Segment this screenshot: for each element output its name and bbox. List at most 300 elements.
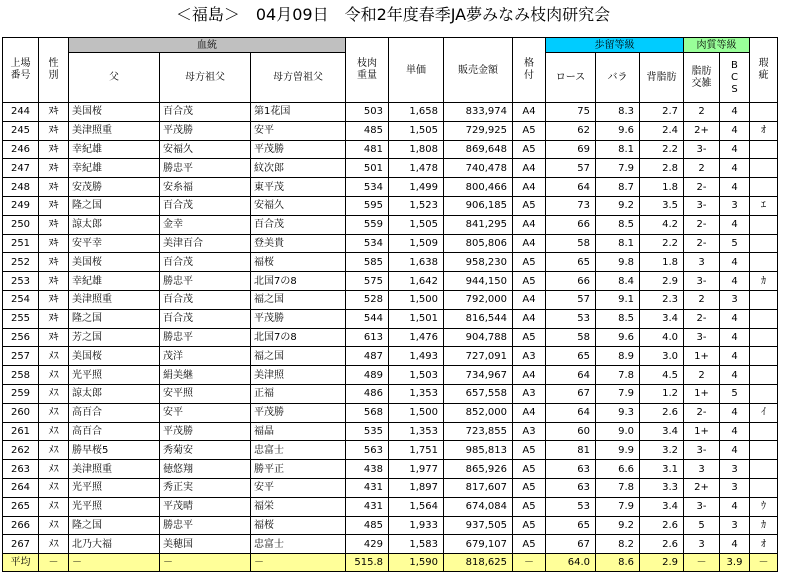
cell-sales-amount: 723,855 bbox=[444, 422, 513, 441]
cell-father: 隆之国 bbox=[69, 516, 160, 535]
cell-grade: A5 bbox=[513, 196, 546, 215]
cell-unit-price: 1,658 bbox=[389, 103, 444, 122]
table-row bbox=[3, 516, 778, 535]
cell-defect bbox=[750, 328, 778, 347]
cell-grade: A3 bbox=[513, 422, 546, 441]
cell-back-fat: 2.9 bbox=[640, 272, 684, 291]
cell-maternal-grandfather: 勝忠平 bbox=[160, 272, 251, 291]
cell-maternal-grandfather: 百合茂 bbox=[160, 196, 251, 215]
cell-carcass-weight: 431 bbox=[346, 497, 389, 516]
cell-bara: 8.5 bbox=[596, 309, 640, 328]
cell-lot-number: 245 bbox=[3, 121, 39, 140]
cell-sex: ﾒｽ bbox=[39, 478, 69, 497]
cell-grade: A5 bbox=[513, 460, 546, 479]
cell-unit-price: 1,476 bbox=[389, 328, 444, 347]
cell-grade: A4 bbox=[513, 403, 546, 422]
cell-father: 諒太郎 bbox=[69, 384, 160, 403]
cell-marbling: 3- bbox=[684, 441, 720, 460]
cell-unit-price: 1,751 bbox=[389, 441, 444, 460]
cell-defect bbox=[750, 309, 778, 328]
cell-bara: 7.8 bbox=[596, 366, 640, 385]
cell-father: 光平照 bbox=[69, 366, 160, 385]
cell-maternal-grandfather: 勝忠平 bbox=[160, 516, 251, 535]
average-loin: 64.0 bbox=[546, 554, 596, 572]
cell-bara: 9.8 bbox=[596, 253, 640, 272]
cell-defect: ｶ bbox=[750, 272, 778, 291]
cell-maternal-great-grandfather: 福桜 bbox=[251, 516, 346, 535]
cell-back-fat: 3.0 bbox=[640, 347, 684, 366]
average-row bbox=[3, 554, 778, 572]
cell-marbling: 2 bbox=[684, 103, 720, 122]
cell-unit-price: 1,499 bbox=[389, 178, 444, 197]
cell-grade: A5 bbox=[513, 272, 546, 291]
cell-bcs: 4 bbox=[720, 103, 750, 122]
cell-maternal-great-grandfather: 忠富士 bbox=[251, 535, 346, 554]
cell-carcass-weight: 585 bbox=[346, 253, 389, 272]
table-header bbox=[3, 38, 778, 103]
cell-grade: A4 bbox=[513, 290, 546, 309]
cell-bcs: 3 bbox=[720, 290, 750, 309]
cell-lot-number: 257 bbox=[3, 347, 39, 366]
table-row bbox=[3, 403, 778, 422]
cell-carcass-weight: 485 bbox=[346, 121, 389, 140]
cell-defect bbox=[750, 366, 778, 385]
cell-sales-amount: 729,925 bbox=[444, 121, 513, 140]
cell-marbling: 2 bbox=[684, 290, 720, 309]
cell-bara: 9.1 bbox=[596, 290, 640, 309]
cell-unit-price: 1,933 bbox=[389, 516, 444, 535]
header-bcs: B C S bbox=[720, 53, 750, 103]
cell-back-fat: 4.2 bbox=[640, 215, 684, 234]
cell-unit-price: 1,505 bbox=[389, 215, 444, 234]
cell-bara: 9.6 bbox=[596, 121, 640, 140]
cell-defect bbox=[750, 234, 778, 253]
cell-carcass-weight: 568 bbox=[346, 403, 389, 422]
cell-carcass-weight: 595 bbox=[346, 196, 389, 215]
cell-back-fat: 2.8 bbox=[640, 159, 684, 178]
cell-carcass-weight: 563 bbox=[346, 441, 389, 460]
cell-marbling: 3 bbox=[684, 460, 720, 479]
cell-maternal-great-grandfather: 美津照 bbox=[251, 366, 346, 385]
table-row bbox=[3, 478, 778, 497]
cell-loin: 53 bbox=[546, 309, 596, 328]
cell-sales-amount: 679,107 bbox=[444, 535, 513, 554]
header-yield-grade-group: 歩留等級 bbox=[546, 38, 684, 53]
cell-sales-amount: 852,000 bbox=[444, 403, 513, 422]
cell-maternal-great-grandfather: 平茂勝 bbox=[251, 140, 346, 159]
cell-loin: 75 bbox=[546, 103, 596, 122]
header-father: 父 bbox=[69, 53, 160, 103]
header-pedigree-group: 血統 bbox=[69, 38, 346, 53]
cell-loin: 65 bbox=[546, 253, 596, 272]
cell-sales-amount: 792,000 bbox=[444, 290, 513, 309]
cell-grade: A4 bbox=[513, 159, 546, 178]
cell-grade: A5 bbox=[513, 140, 546, 159]
cell-sex: ﾇｷ bbox=[39, 103, 69, 122]
cell-sex: ﾇｷ bbox=[39, 272, 69, 291]
average-label: 平均 bbox=[3, 554, 39, 572]
cell-bcs: 4 bbox=[720, 215, 750, 234]
cell-back-fat: 3.1 bbox=[640, 460, 684, 479]
cell-grade: A5 bbox=[513, 535, 546, 554]
cell-defect bbox=[750, 103, 778, 122]
cell-sex: ﾇｷ bbox=[39, 121, 69, 140]
header-unit-price: 単価 bbox=[389, 38, 444, 103]
cell-grade: A3 bbox=[513, 384, 546, 403]
header-grade: 格 付 bbox=[513, 38, 546, 103]
cell-carcass-weight: 534 bbox=[346, 178, 389, 197]
cell-grade: A4 bbox=[513, 366, 546, 385]
cell-lot-number: 244 bbox=[3, 103, 39, 122]
cell-back-fat: 3.4 bbox=[640, 309, 684, 328]
cell-sex: ﾒｽ bbox=[39, 516, 69, 535]
cell-back-fat: 2.3 bbox=[640, 290, 684, 309]
cell-sales-amount: 865,926 bbox=[444, 460, 513, 479]
cell-lot-number: 253 bbox=[3, 272, 39, 291]
cell-maternal-great-grandfather: 勝平正 bbox=[251, 460, 346, 479]
cell-sex: ﾒｽ bbox=[39, 384, 69, 403]
cell-carcass-weight: 613 bbox=[346, 328, 389, 347]
cell-father: 美津照重 bbox=[69, 460, 160, 479]
cell-bara: 8.1 bbox=[596, 140, 640, 159]
cell-marbling: 3- bbox=[684, 140, 720, 159]
header-bara: バラ bbox=[596, 53, 640, 103]
cell-defect bbox=[750, 384, 778, 403]
cell-defect bbox=[750, 159, 778, 178]
cell-maternal-great-grandfather: 平茂勝 bbox=[251, 403, 346, 422]
cell-lot-number: 259 bbox=[3, 384, 39, 403]
cell-maternal-great-grandfather: 福桜 bbox=[251, 253, 346, 272]
cell-marbling: 2 bbox=[684, 366, 720, 385]
cell-maternal-great-grandfather: 福之国 bbox=[251, 347, 346, 366]
cell-sex: ﾇｷ bbox=[39, 196, 69, 215]
cell-sales-amount: 833,974 bbox=[444, 103, 513, 122]
table-row bbox=[3, 272, 778, 291]
cell-defect bbox=[750, 441, 778, 460]
cell-carcass-weight: 544 bbox=[346, 309, 389, 328]
cell-loin: 66 bbox=[546, 272, 596, 291]
cell-marbling: 2+ bbox=[684, 478, 720, 497]
cell-lot-number: 251 bbox=[3, 234, 39, 253]
cell-carcass-weight: 534 bbox=[346, 234, 389, 253]
cell-maternal-grandfather: 百合茂 bbox=[160, 253, 251, 272]
cell-unit-price: 1,478 bbox=[389, 159, 444, 178]
cell-loin: 53 bbox=[546, 497, 596, 516]
cell-maternal-grandfather: 金幸 bbox=[160, 215, 251, 234]
cell-grade: A4 bbox=[513, 103, 546, 122]
table-row bbox=[3, 290, 778, 309]
cell-grade: A5 bbox=[513, 328, 546, 347]
cell-marbling: 1+ bbox=[684, 384, 720, 403]
table-row bbox=[3, 328, 778, 347]
cell-marbling: 1+ bbox=[684, 422, 720, 441]
cell-back-fat: 3.4 bbox=[640, 422, 684, 441]
cell-maternal-grandfather: 秀菊安 bbox=[160, 441, 251, 460]
cell-defect bbox=[750, 253, 778, 272]
cell-maternal-great-grandfather: 福晶 bbox=[251, 422, 346, 441]
header-lot-number: 上場 番号 bbox=[3, 38, 39, 103]
cell-bcs: 4 bbox=[720, 328, 750, 347]
cell-maternal-great-grandfather: 第1花国 bbox=[251, 103, 346, 122]
cell-bara: 9.6 bbox=[596, 328, 640, 347]
cell-loin: 65 bbox=[546, 516, 596, 535]
cell-maternal-grandfather: 絹美継 bbox=[160, 366, 251, 385]
cell-loin: 65 bbox=[546, 347, 596, 366]
cell-lot-number: 260 bbox=[3, 403, 39, 422]
cell-loin: 64 bbox=[546, 403, 596, 422]
cell-loin: 81 bbox=[546, 441, 596, 460]
cell-carcass-weight: 487 bbox=[346, 347, 389, 366]
cell-grade: A5 bbox=[513, 441, 546, 460]
cell-father: 諒太郎 bbox=[69, 215, 160, 234]
cell-bara: 7.9 bbox=[596, 497, 640, 516]
average-father: － bbox=[69, 554, 160, 572]
cell-grade: A5 bbox=[513, 516, 546, 535]
cell-sales-amount: 817,607 bbox=[444, 478, 513, 497]
cell-sex: ﾒｽ bbox=[39, 535, 69, 554]
cell-sales-amount: 657,558 bbox=[444, 384, 513, 403]
average-bcs: 3.9 bbox=[720, 554, 750, 572]
cell-father: 幸紀雄 bbox=[69, 159, 160, 178]
average-mggf: － bbox=[251, 554, 346, 572]
carcass-results-table bbox=[2, 37, 778, 572]
cell-unit-price: 1,642 bbox=[389, 272, 444, 291]
table-row bbox=[3, 384, 778, 403]
cell-maternal-grandfather: 安平照 bbox=[160, 384, 251, 403]
cell-marbling: 2- bbox=[684, 403, 720, 422]
cell-sales-amount: 841,295 bbox=[444, 215, 513, 234]
cell-back-fat: 1.8 bbox=[640, 178, 684, 197]
table-row bbox=[3, 309, 778, 328]
cell-sales-amount: 727,091 bbox=[444, 347, 513, 366]
cell-father: 芳之国 bbox=[69, 328, 160, 347]
cell-sales-amount: 906,185 bbox=[444, 196, 513, 215]
table-row bbox=[3, 121, 778, 140]
cell-marbling: 5 bbox=[684, 516, 720, 535]
cell-unit-price: 1,523 bbox=[389, 196, 444, 215]
cell-defect: ｳ bbox=[750, 497, 778, 516]
table-row bbox=[3, 178, 778, 197]
cell-father: 幸紀雄 bbox=[69, 272, 160, 291]
cell-bcs: 4 bbox=[720, 347, 750, 366]
cell-father: 高百合 bbox=[69, 403, 160, 422]
cell-maternal-great-grandfather: 登美貴 bbox=[251, 234, 346, 253]
cell-marbling: 2- bbox=[684, 309, 720, 328]
cell-unit-price: 1,503 bbox=[389, 366, 444, 385]
cell-maternal-grandfather: 百合茂 bbox=[160, 290, 251, 309]
cell-back-fat: 2.6 bbox=[640, 516, 684, 535]
cell-grade: A4 bbox=[513, 215, 546, 234]
cell-defect bbox=[750, 215, 778, 234]
cell-defect bbox=[750, 460, 778, 479]
cell-grade: A5 bbox=[513, 497, 546, 516]
cell-bcs: 3 bbox=[720, 196, 750, 215]
cell-carcass-weight: 438 bbox=[346, 460, 389, 479]
cell-lot-number: 267 bbox=[3, 535, 39, 554]
cell-bcs: 4 bbox=[720, 253, 750, 272]
cell-sex: ﾒｽ bbox=[39, 366, 69, 385]
cell-unit-price: 1,897 bbox=[389, 478, 444, 497]
cell-sales-amount: 869,648 bbox=[444, 140, 513, 159]
average-defect: － bbox=[750, 554, 778, 572]
header-back-fat: 背脂肪 bbox=[640, 53, 684, 103]
cell-father: 美国桜 bbox=[69, 347, 160, 366]
cell-bcs: 3 bbox=[720, 460, 750, 479]
cell-father: 美津照重 bbox=[69, 121, 160, 140]
cell-unit-price: 1,501 bbox=[389, 309, 444, 328]
cell-bara: 9.2 bbox=[596, 196, 640, 215]
cell-bcs: 4 bbox=[720, 140, 750, 159]
cell-back-fat: 1.2 bbox=[640, 384, 684, 403]
table-row bbox=[3, 159, 778, 178]
cell-lot-number: 258 bbox=[3, 366, 39, 385]
cell-lot-number: 264 bbox=[3, 478, 39, 497]
cell-bara: 7.9 bbox=[596, 159, 640, 178]
cell-defect: ｶ bbox=[750, 516, 778, 535]
cell-grade: A5 bbox=[513, 478, 546, 497]
average-sex: － bbox=[39, 554, 69, 572]
cell-bara: 8.3 bbox=[596, 103, 640, 122]
cell-loin: 57 bbox=[546, 159, 596, 178]
cell-sex: ﾒｽ bbox=[39, 441, 69, 460]
cell-carcass-weight: 431 bbox=[346, 478, 389, 497]
cell-maternal-great-grandfather: 福之国 bbox=[251, 290, 346, 309]
cell-maternal-grandfather: 美穂国 bbox=[160, 535, 251, 554]
cell-unit-price: 1,505 bbox=[389, 121, 444, 140]
cell-marbling: 2- bbox=[684, 215, 720, 234]
cell-father: 高百合 bbox=[69, 422, 160, 441]
cell-bcs: 5 bbox=[720, 384, 750, 403]
cell-unit-price: 1,638 bbox=[389, 253, 444, 272]
cell-unit-price: 1,500 bbox=[389, 290, 444, 309]
cell-carcass-weight: 501 bbox=[346, 159, 389, 178]
cell-lot-number: 256 bbox=[3, 328, 39, 347]
cell-bara: 8.5 bbox=[596, 215, 640, 234]
cell-bara: 9.3 bbox=[596, 403, 640, 422]
cell-bara: 6.6 bbox=[596, 460, 640, 479]
cell-sales-amount: 904,788 bbox=[444, 328, 513, 347]
cell-bara: 9.0 bbox=[596, 422, 640, 441]
table-row bbox=[3, 140, 778, 159]
cell-back-fat: 2.6 bbox=[640, 403, 684, 422]
cell-sex: ﾒｽ bbox=[39, 422, 69, 441]
cell-lot-number: 261 bbox=[3, 422, 39, 441]
cell-loin: 67 bbox=[546, 384, 596, 403]
cell-lot-number: 252 bbox=[3, 253, 39, 272]
cell-lot-number: 249 bbox=[3, 196, 39, 215]
cell-bara: 8.1 bbox=[596, 234, 640, 253]
cell-maternal-grandfather: 勝忠平 bbox=[160, 328, 251, 347]
cell-grade: A5 bbox=[513, 253, 546, 272]
cell-sex: ﾇｷ bbox=[39, 309, 69, 328]
cell-back-fat: 4.5 bbox=[640, 366, 684, 385]
cell-sales-amount: 944,150 bbox=[444, 272, 513, 291]
cell-defect bbox=[750, 178, 778, 197]
cell-back-fat: 3.4 bbox=[640, 497, 684, 516]
cell-sex: ﾇｷ bbox=[39, 328, 69, 347]
cell-grade: A4 bbox=[513, 309, 546, 328]
cell-marbling: 3- bbox=[684, 196, 720, 215]
cell-loin: 73 bbox=[546, 196, 596, 215]
cell-father: 光平照 bbox=[69, 497, 160, 516]
cell-bcs: 4 bbox=[720, 497, 750, 516]
cell-bcs: 4 bbox=[720, 441, 750, 460]
cell-unit-price: 1,500 bbox=[389, 403, 444, 422]
table-row bbox=[3, 497, 778, 516]
cell-maternal-great-grandfather: 安福久 bbox=[251, 196, 346, 215]
cell-unit-price: 1,808 bbox=[389, 140, 444, 159]
cell-sales-amount: 985,813 bbox=[444, 441, 513, 460]
cell-defect bbox=[750, 422, 778, 441]
cell-unit-price: 1,353 bbox=[389, 422, 444, 441]
cell-sex: ﾇｷ bbox=[39, 140, 69, 159]
cell-grade: A3 bbox=[513, 347, 546, 366]
cell-maternal-great-grandfather: 東平茂 bbox=[251, 178, 346, 197]
cell-father: 美津照重 bbox=[69, 290, 160, 309]
cell-maternal-grandfather: 平茂勝 bbox=[160, 422, 251, 441]
cell-maternal-great-grandfather: 忠富士 bbox=[251, 441, 346, 460]
cell-sex: ﾒｽ bbox=[39, 460, 69, 479]
cell-back-fat: 4.0 bbox=[640, 328, 684, 347]
table-row bbox=[3, 234, 778, 253]
cell-loin: 64 bbox=[546, 366, 596, 385]
cell-sex: ﾒｽ bbox=[39, 347, 69, 366]
cell-bara: 7.9 bbox=[596, 384, 640, 403]
cell-loin: 69 bbox=[546, 140, 596, 159]
cell-carcass-weight: 429 bbox=[346, 535, 389, 554]
table-row bbox=[3, 103, 778, 122]
cell-maternal-grandfather: 安福久 bbox=[160, 140, 251, 159]
cell-loin: 58 bbox=[546, 234, 596, 253]
cell-lot-number: 263 bbox=[3, 460, 39, 479]
table-row bbox=[3, 215, 778, 234]
cell-sales-amount: 805,806 bbox=[444, 234, 513, 253]
cell-unit-price: 1,509 bbox=[389, 234, 444, 253]
cell-grade: A4 bbox=[513, 178, 546, 197]
cell-father: 安平幸 bbox=[69, 234, 160, 253]
cell-maternal-grandfather: 美津百合 bbox=[160, 234, 251, 253]
cell-lot-number: 248 bbox=[3, 178, 39, 197]
cell-back-fat: 2.6 bbox=[640, 535, 684, 554]
average-bara: 8.6 bbox=[596, 554, 640, 572]
cell-maternal-grandfather: 安糸福 bbox=[160, 178, 251, 197]
cell-carcass-weight: 535 bbox=[346, 422, 389, 441]
cell-lot-number: 265 bbox=[3, 497, 39, 516]
cell-loin: 57 bbox=[546, 290, 596, 309]
cell-bara: 9.9 bbox=[596, 441, 640, 460]
cell-bara: 8.4 bbox=[596, 272, 640, 291]
cell-grade: A4 bbox=[513, 234, 546, 253]
cell-loin: 66 bbox=[546, 215, 596, 234]
cell-bara: 9.2 bbox=[596, 516, 640, 535]
cell-father: 安茂勝 bbox=[69, 178, 160, 197]
cell-loin: 67 bbox=[546, 535, 596, 554]
cell-sales-amount: 674,084 bbox=[444, 497, 513, 516]
cell-carcass-weight: 489 bbox=[346, 366, 389, 385]
cell-sales-amount: 816,544 bbox=[444, 309, 513, 328]
cell-father: 北乃大福 bbox=[69, 535, 160, 554]
cell-lot-number: 255 bbox=[3, 309, 39, 328]
cell-back-fat: 2.4 bbox=[640, 121, 684, 140]
cell-sex: ﾒｽ bbox=[39, 497, 69, 516]
cell-loin: 62 bbox=[546, 121, 596, 140]
cell-lot-number: 246 bbox=[3, 140, 39, 159]
cell-sex: ﾇｷ bbox=[39, 215, 69, 234]
cell-back-fat: 3.2 bbox=[640, 441, 684, 460]
cell-unit-price: 1,493 bbox=[389, 347, 444, 366]
cell-loin: 58 bbox=[546, 328, 596, 347]
cell-loin: 63 bbox=[546, 460, 596, 479]
